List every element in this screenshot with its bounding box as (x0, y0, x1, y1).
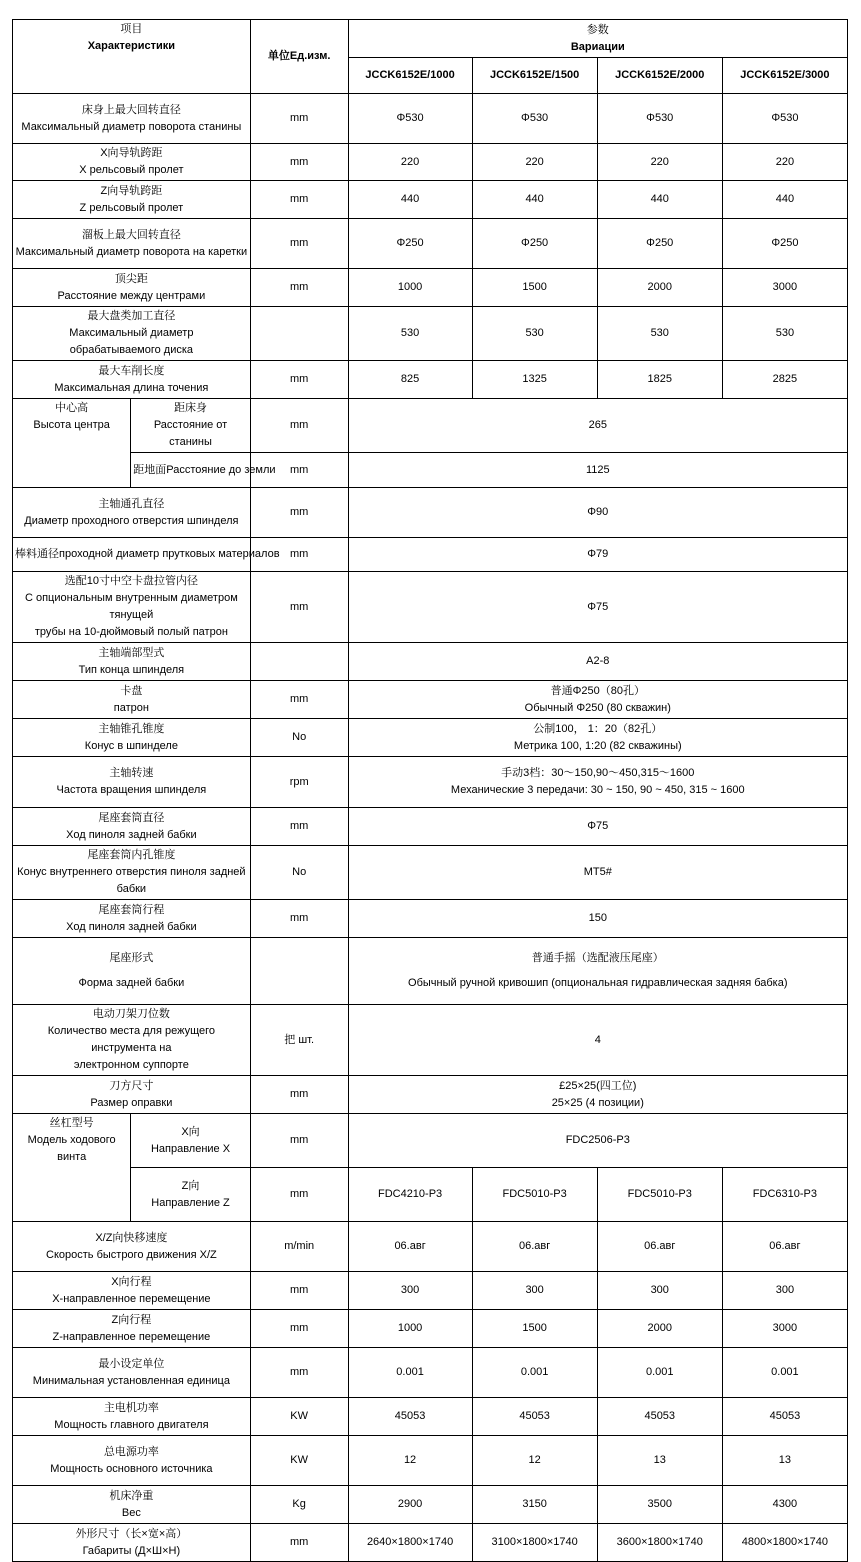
spec-value: 06.авг (722, 1222, 847, 1272)
spec-value (348, 938, 847, 1005)
spec-unit: rpm (250, 757, 348, 808)
spec-value: Φ530 (348, 94, 472, 144)
label-ru: Мощность основного источника (50, 1462, 213, 1475)
spec-value: Φ530 (597, 94, 722, 144)
spec-value: 06.авг (472, 1222, 597, 1272)
spec-value: 265 (348, 399, 847, 453)
spec-row (13, 808, 848, 846)
label-ru: Частота вращения шпинделя (56, 784, 207, 796)
spec-unit: mm (250, 681, 348, 719)
label-ru: С опциональным внутренным диаметром тянущей (24, 592, 238, 621)
label-zh: 中心高 (55, 402, 89, 414)
spec-value: 220 (722, 144, 847, 181)
spec-row (13, 219, 848, 269)
spec-unit: 把 шт. (250, 1005, 348, 1076)
spec-unit: mm (250, 399, 348, 453)
header-item-cell (13, 20, 251, 94)
spec-unit: mm (250, 900, 348, 938)
spec-label (13, 361, 251, 399)
label-zh: 最大车削长度 (98, 364, 165, 377)
label-ru: Форма задней бабки (78, 977, 185, 989)
spec-value: 0.001 (722, 1348, 847, 1398)
spec-label (13, 643, 251, 681)
spec-unit: mm (250, 1168, 348, 1222)
spec-sublabel: 距地面Расстояние до земли (131, 453, 250, 488)
spec-row (13, 1310, 848, 1348)
spec-value: 45053 (597, 1398, 722, 1436)
spec-row (13, 938, 848, 1005)
spec-unit: mm (250, 1272, 348, 1310)
spec-row (13, 181, 848, 219)
spec-row (13, 1398, 848, 1436)
label-zh: 主轴锥孔锥度 (98, 722, 165, 735)
spec-value: 1000 (348, 1310, 472, 1348)
value-line: Метрика 100, 1:20 (82 скважины) (513, 739, 682, 752)
label-ru: обрабатываемого диска (69, 344, 194, 356)
spec-value: 1125 (348, 453, 847, 488)
spec-value: 825 (348, 361, 472, 399)
spec-unit: mm (250, 1348, 348, 1398)
spec-row (13, 572, 848, 643)
spec-value: 3100×1800×1740 (472, 1524, 597, 1562)
spec-row (13, 681, 848, 719)
label-ru: Высота центра (33, 419, 110, 431)
spec-unit: mm (250, 219, 348, 269)
spec-row (13, 757, 848, 808)
spec-value: Φ250 (472, 219, 597, 269)
label-zh: 主电机功率 (103, 1401, 159, 1414)
spec-unit: mm (250, 538, 348, 572)
spec-row (13, 399, 848, 453)
spec-unit: KW (250, 1436, 348, 1486)
spec-value: 440 (597, 181, 722, 219)
label-zh: 尾座套筒行程 (98, 903, 165, 916)
spec-value: 440 (722, 181, 847, 219)
spec-unit: mm (250, 453, 348, 488)
label-zh: 总电源功率 (103, 1445, 159, 1458)
spec-label (13, 181, 251, 219)
spec-row (13, 1348, 848, 1398)
spec-label (13, 757, 251, 808)
spec-row (13, 94, 848, 144)
spec-row (13, 1486, 848, 1524)
spec-value (348, 757, 847, 808)
label-zh: 尾座套筒直径 (98, 811, 165, 824)
spec-value: 300 (597, 1272, 722, 1310)
spec-value: 0.001 (597, 1348, 722, 1398)
spec-value: 3000 (722, 1310, 847, 1348)
label-ru: Направление X (150, 1142, 231, 1155)
spec-row (13, 1524, 848, 1562)
spec-label (13, 1436, 251, 1486)
spec-value: Φ530 (722, 94, 847, 144)
label-ru: Ход пиноля задней бабки (66, 828, 197, 841)
spec-value: 3150 (472, 1486, 597, 1524)
spec-label (13, 1076, 251, 1114)
spec-value: 530 (722, 307, 847, 361)
label-zh: 外形尺寸（长×宽×高） (75, 1527, 188, 1540)
spec-value: 06.авг (597, 1222, 722, 1272)
spec-value: 12 (348, 1436, 472, 1486)
spec-row (13, 144, 848, 181)
spec-row (13, 846, 848, 900)
spec-label (13, 846, 251, 900)
spec-row (13, 1168, 848, 1222)
label-zh: X向行程 (111, 1275, 152, 1288)
spec-label (13, 1398, 251, 1436)
label-zh: 卡盘 (120, 684, 143, 697)
model-name: JCCK6152E/1500 (472, 58, 597, 94)
spec-row (13, 538, 848, 572)
value-line: 公制100， 1：20（82孔） (533, 722, 663, 735)
label-ru: Z рельсовый пролет (79, 201, 184, 214)
spec-value: 0.001 (348, 1348, 472, 1398)
spec-label (13, 719, 251, 757)
spec-label (13, 1272, 251, 1310)
label-ru: Тип конца шпинделя (78, 663, 185, 676)
spec-value: 1500 (472, 269, 597, 307)
spec-label (13, 1114, 131, 1222)
label-zh: 尾座套筒内孔锥度 (87, 849, 176, 861)
spec-unit: mm (250, 269, 348, 307)
spec-sublabel (131, 1114, 250, 1168)
label-ru: Конус в шпинделе (84, 739, 178, 752)
spec-value: 1325 (472, 361, 597, 399)
label-zh: 距床身 (174, 402, 208, 414)
spec-value: Φ75 (348, 572, 847, 643)
value-line: 手动3档：30～150,90～450,315～1600 (501, 767, 695, 779)
spec-unit: No (250, 719, 348, 757)
spec-row (13, 307, 848, 361)
label-ru: X рельсовый пролет (79, 164, 184, 176)
label-zh: 主轴通孔直径 (98, 497, 165, 510)
spec-unit: mm (250, 1114, 348, 1168)
label-ru: Направление Z (151, 1196, 230, 1209)
spec-value: FDC6310-P3 (722, 1168, 847, 1222)
label-zh: 主轴端部型式 (98, 646, 165, 659)
spec-label: 棒料通径проходной диаметр прутковых материалов (13, 538, 251, 572)
spec-label (13, 1310, 251, 1348)
label-ru: Количество места для режущего инструмента на (47, 1025, 216, 1054)
spec-value: 4800×1800×1740 (722, 1524, 847, 1562)
label-ru: Максимальная длина точения (54, 381, 209, 394)
spec-value: 440 (348, 181, 472, 219)
value-line: 普通手摇（选配液压尾座） (531, 952, 664, 964)
spec-value: 2825 (722, 361, 847, 399)
spec-value: FDC2506-P3 (348, 1114, 847, 1168)
header-row (13, 20, 848, 58)
spec-value: MT5# (348, 846, 847, 900)
spec-label (13, 219, 251, 269)
label-zh: 刀方尺寸 (109, 1079, 154, 1092)
label-zh: 丝杠型号 (49, 1117, 94, 1129)
spec-value (348, 1076, 847, 1114)
spec-unit: mm (250, 181, 348, 219)
label-ru: X-направленное перемещение (52, 1292, 211, 1305)
header-item-zh: 项目 (120, 23, 143, 35)
label-ru: Вес (121, 1506, 141, 1519)
spec-value: 06.авг (348, 1222, 472, 1272)
spec-value: 530 (472, 307, 597, 361)
spec-unit: mm (250, 94, 348, 144)
spec-value: 300 (722, 1272, 847, 1310)
label-zh: X/Z向快移速度 (95, 1231, 168, 1244)
spec-label (13, 572, 251, 643)
spec-label (13, 307, 251, 361)
label-ru: Ход пиноля задней бабки (66, 920, 197, 933)
spec-row (13, 1272, 848, 1310)
spec-label (13, 144, 251, 181)
spec-label (13, 94, 251, 144)
label-ru: Максимальный диаметр (69, 327, 194, 339)
spec-value: 2900 (348, 1486, 472, 1524)
spec-row (13, 1076, 848, 1114)
label-zh: 电动刀架刀位数 (92, 1008, 170, 1020)
spec-value: 1825 (597, 361, 722, 399)
spec-unit: mm (250, 488, 348, 538)
spec-value: 1000 (348, 269, 472, 307)
spec-row (13, 1005, 848, 1076)
spec-row (13, 1114, 848, 1168)
spec-value: 3500 (597, 1486, 722, 1524)
label-ru: Минимальная установленная единица (32, 1374, 230, 1387)
label-ru: Габариты (Д×Ш×Н) (82, 1544, 181, 1557)
label-zh: 溜板上最大回转直径 (81, 228, 181, 241)
spec-unit: m/min (250, 1222, 348, 1272)
spec-unit: KW (250, 1398, 348, 1436)
spec-unit: mm (250, 144, 348, 181)
header-unit: 单位Ед.изм. (250, 20, 348, 94)
label-ru: Максимальный диаметр поворота на каретки (15, 245, 248, 258)
spec-unit: Kg (250, 1486, 348, 1524)
spec-row (13, 900, 848, 938)
label-zh: 选配10寸中空卡盘拉管内径 (64, 575, 198, 587)
label-ru: трубы на 10-дюймовый полый патрон (34, 626, 228, 638)
spec-unit (250, 307, 348, 361)
spec-label (13, 1486, 251, 1524)
label-zh: 尾座形式 (109, 952, 154, 964)
spec-label (13, 900, 251, 938)
spec-sublabel (131, 1168, 250, 1222)
spec-value: 530 (348, 307, 472, 361)
spec-value: 13 (597, 1436, 722, 1486)
spec-value: 300 (472, 1272, 597, 1310)
spec-row (13, 643, 848, 681)
spec-value: 2000 (597, 1310, 722, 1348)
spec-value: 45053 (722, 1398, 847, 1436)
spec-value: 300 (348, 1272, 472, 1310)
spec-value: FDC5010-P3 (472, 1168, 597, 1222)
spec-unit: No (250, 846, 348, 900)
spec-label (13, 938, 251, 1005)
spec-value: 2640×1800×1740 (348, 1524, 472, 1562)
spec-table (12, 19, 848, 1562)
spec-value: 220 (472, 144, 597, 181)
spec-value: Φ250 (597, 219, 722, 269)
spec-value: FDC4210-P3 (348, 1168, 472, 1222)
spec-value: 0.001 (472, 1348, 597, 1398)
spec-sublabel (131, 399, 250, 453)
spec-value: 150 (348, 900, 847, 938)
value-line: £25×25(四工位) (559, 1079, 637, 1092)
header-params-cell (348, 20, 847, 58)
spec-value: 220 (597, 144, 722, 181)
spec-value: Φ79 (348, 538, 847, 572)
label-zh: 顶尖距 (114, 272, 148, 285)
model-name: JCCK6152E/1000 (348, 58, 472, 94)
model-name: JCCK6152E/3000 (722, 58, 847, 94)
spec-label (13, 488, 251, 538)
spec-value (348, 719, 847, 757)
label-zh: Z向导轨跨距 (100, 184, 163, 197)
label-zh: 机床净重 (109, 1489, 154, 1502)
label-zh: 主轴转速 (109, 767, 154, 779)
label-zh: 最小设定单位 (98, 1357, 165, 1370)
label-ru: патрон (113, 701, 149, 714)
spec-value: Φ250 (722, 219, 847, 269)
spec-unit: mm (250, 572, 348, 643)
spec-value: 4 (348, 1005, 847, 1076)
label-zh: 最大盘类加工直径 (87, 310, 176, 322)
label-ru: Модель ходового винта (27, 1134, 116, 1163)
spec-value: Φ90 (348, 488, 847, 538)
spec-label (13, 1348, 251, 1398)
spec-unit (250, 643, 348, 681)
value-line: Обычный Φ250 (80 скважин) (524, 701, 671, 714)
header-params-ru: Вариации (570, 40, 625, 53)
label-ru: Максимальный диаметр поворота станины (21, 120, 242, 133)
value-line: Механические 3 передачи: 30 ~ 150, 90 ~ 450, 315 ~ 1600 (450, 784, 745, 796)
spec-label (13, 269, 251, 307)
spec-value: 2000 (597, 269, 722, 307)
spec-row (13, 488, 848, 538)
spec-label (13, 1524, 251, 1562)
spec-value: 220 (348, 144, 472, 181)
value-line: 25×25 (4 позиции) (551, 1096, 644, 1109)
spec-value: 3000 (722, 269, 847, 307)
spec-label (13, 1222, 251, 1272)
value-line: Обычный ручной кривошип (опциональная гидравлическая задняя бабка) (408, 977, 788, 989)
spec-unit (250, 938, 348, 1005)
spec-value: Φ250 (348, 219, 472, 269)
spec-row (13, 453, 848, 488)
spec-value: 45053 (348, 1398, 472, 1436)
spec-label (13, 399, 131, 488)
spec-row (13, 1436, 848, 1486)
spec-unit: mm (250, 1524, 348, 1562)
spec-value: 3600×1800×1740 (597, 1524, 722, 1562)
spec-row (13, 361, 848, 399)
label-ru: Конус внутреннего отверстия пиноля задней бабки (17, 866, 246, 895)
label-ru: Размер оправки (90, 1096, 173, 1109)
spec-unit: mm (250, 361, 348, 399)
label-ru: Диаметр проходного отверстия шпинделя (24, 514, 239, 527)
label-ru: Расстояние от станины (153, 419, 228, 448)
spec-row (13, 719, 848, 757)
spec-row (13, 269, 848, 307)
label-ru: электронном суппорте (73, 1059, 189, 1071)
spec-unit: mm (250, 1310, 348, 1348)
spec-value: 4300 (722, 1486, 847, 1524)
label-zh: 床身上最大回转直径 (81, 103, 181, 116)
label-zh: X向 (181, 1125, 200, 1138)
label-zh: X向导轨跨距 (100, 147, 163, 159)
spec-value: Φ530 (472, 94, 597, 144)
label-zh: Z向行程 (111, 1313, 152, 1326)
spec-unit: mm (250, 1076, 348, 1114)
spec-value: 1500 (472, 1310, 597, 1348)
label-ru: Z-направленное перемещение (52, 1330, 211, 1343)
value-line: 普通Φ250（80孔） (550, 684, 645, 697)
spec-value: Φ75 (348, 808, 847, 846)
spec-value: A2-8 (348, 643, 847, 681)
header-item-ru: Характеристики (87, 40, 176, 52)
spec-value (348, 681, 847, 719)
label-zh: Z向 (181, 1179, 200, 1192)
spec-label (13, 1005, 251, 1076)
spec-row (13, 1222, 848, 1272)
spec-label (13, 808, 251, 846)
spec-value: 13 (722, 1436, 847, 1486)
label-ru: Скорость быстрого движения X/Z (46, 1248, 217, 1261)
spec-value: 440 (472, 181, 597, 219)
spec-label (13, 681, 251, 719)
spec-value: 45053 (472, 1398, 597, 1436)
header-params-zh: 参数 (586, 23, 609, 36)
spec-unit: mm (250, 808, 348, 846)
label-ru: Мощность главного двигателя (54, 1418, 209, 1431)
spec-value: 12 (472, 1436, 597, 1486)
spec-value: 530 (597, 307, 722, 361)
spec-value: FDC5010-P3 (597, 1168, 722, 1222)
label-ru: Расстояние между центрами (57, 289, 206, 302)
model-name: JCCK6152E/2000 (597, 58, 722, 94)
